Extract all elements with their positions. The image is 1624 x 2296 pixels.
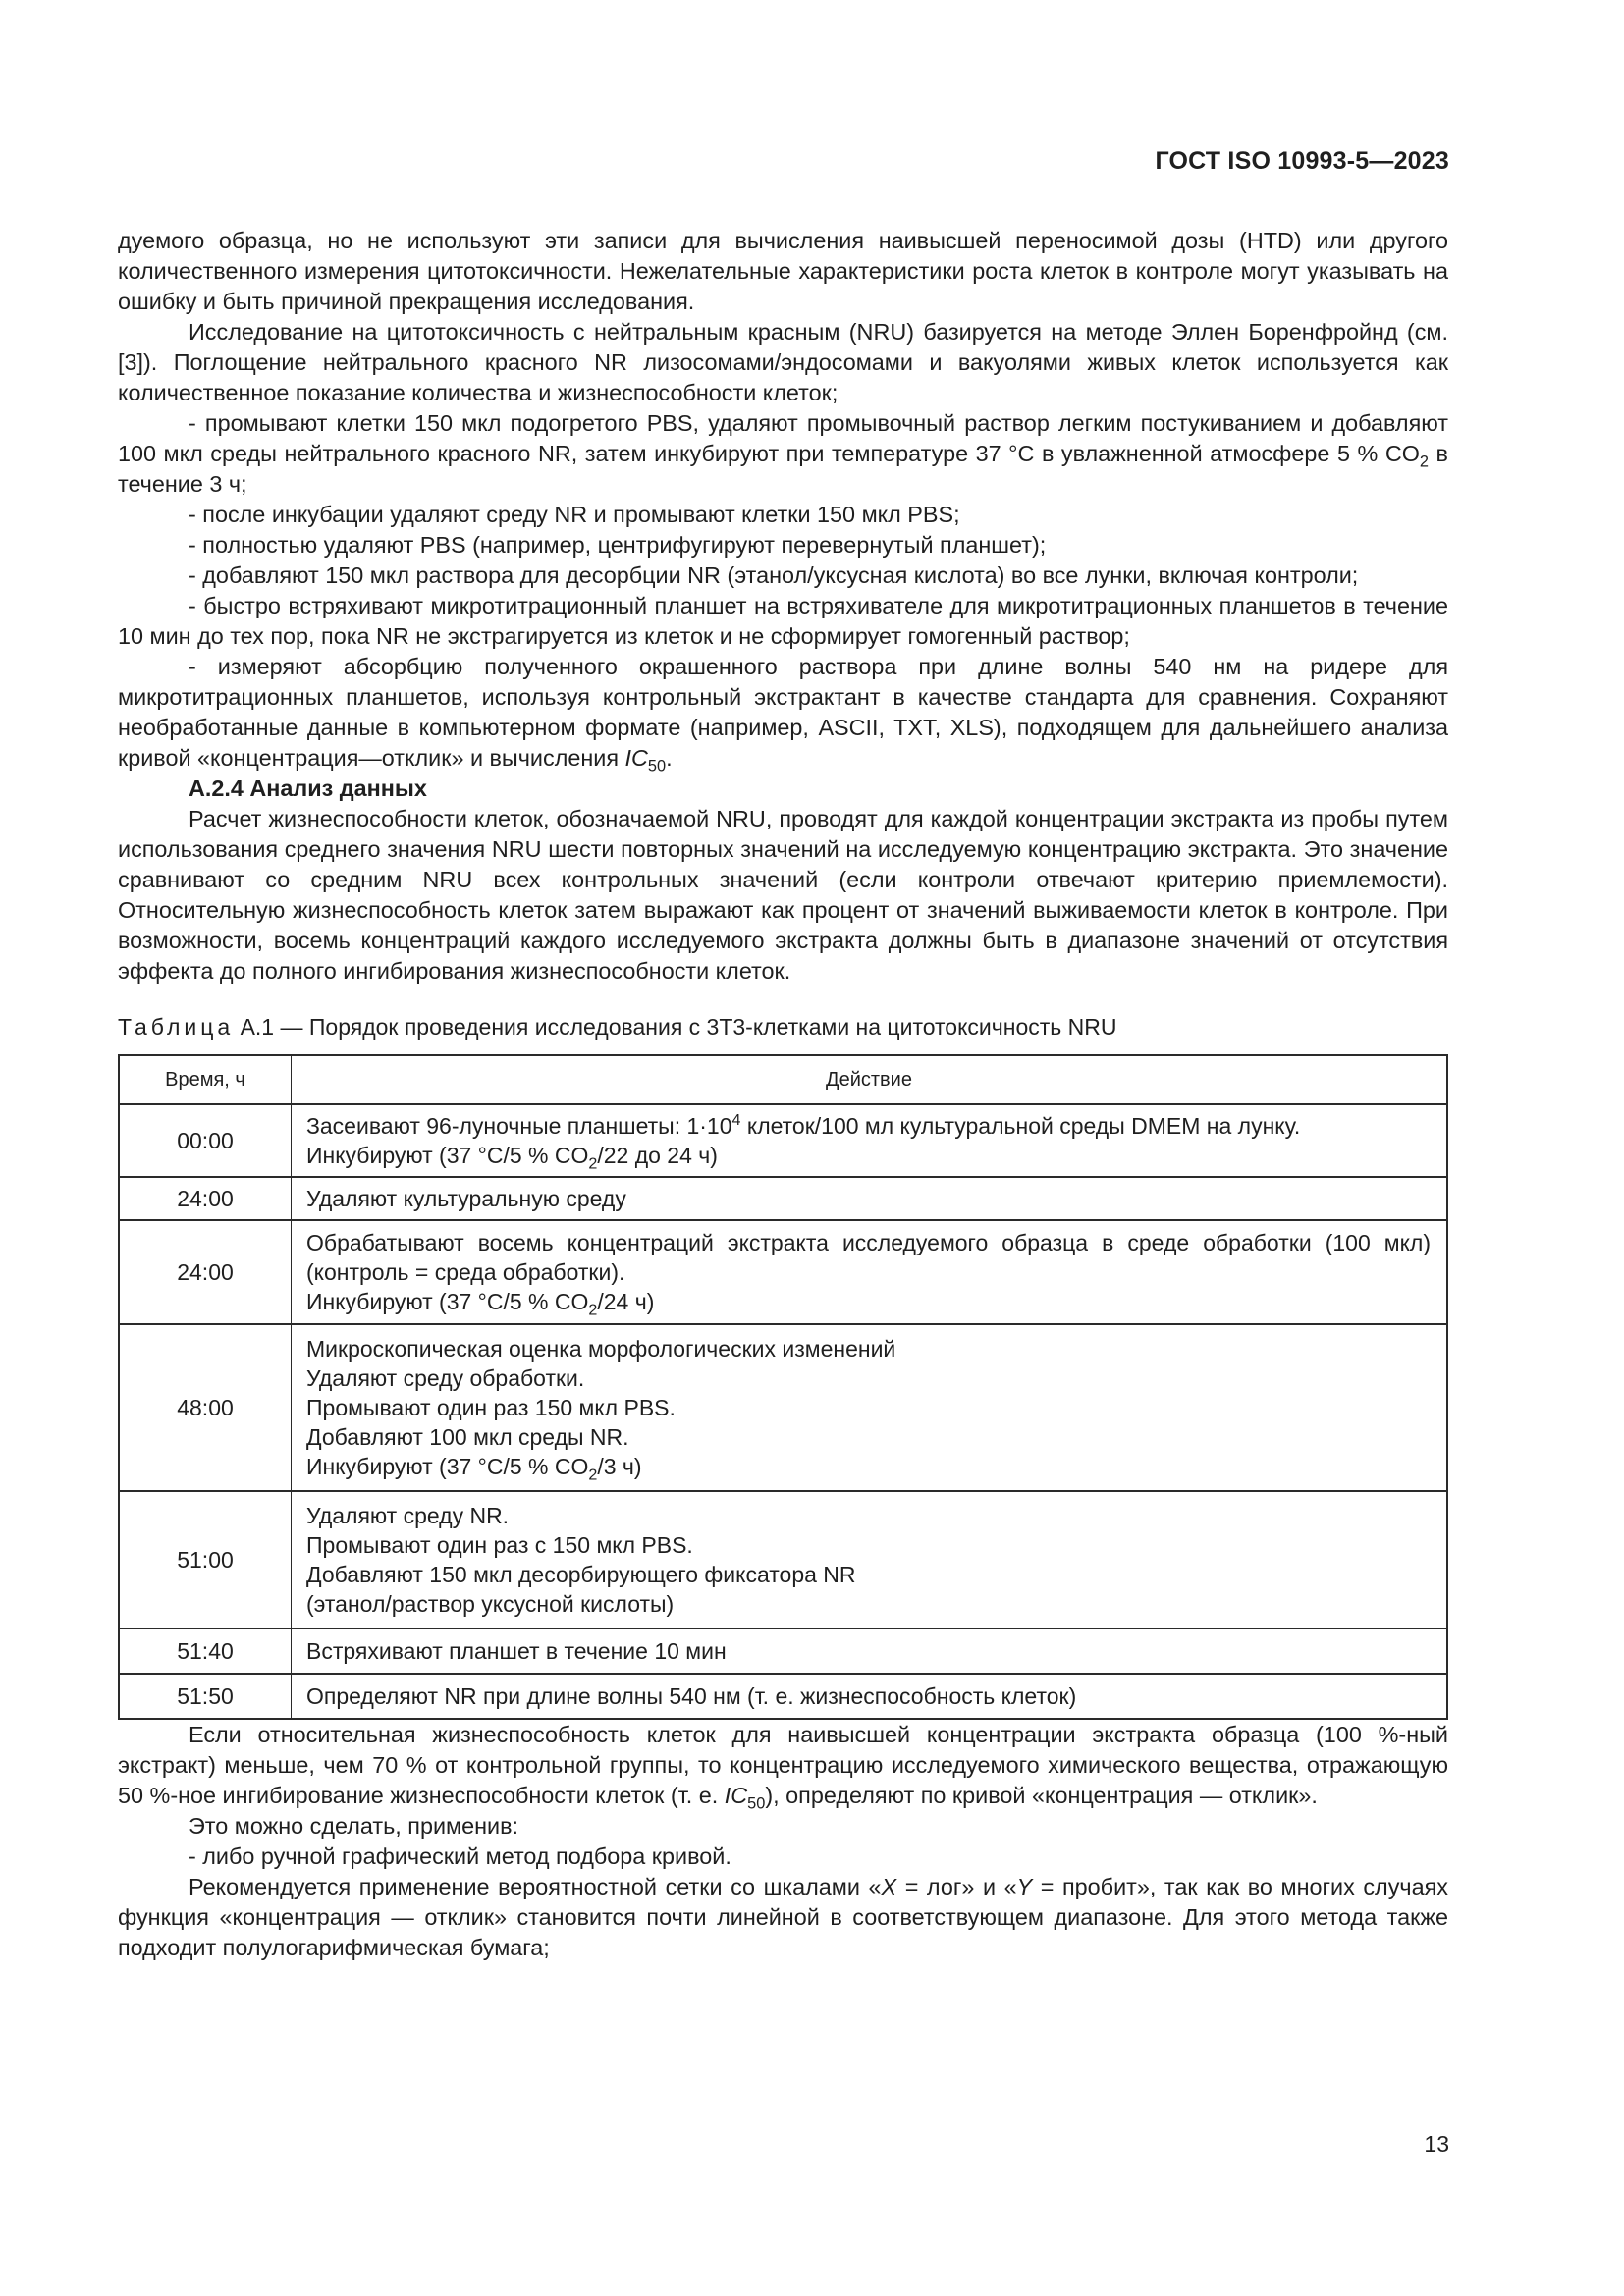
time-cell: 24:00 (119, 1220, 292, 1324)
list-item: - после инкубации удаляют среду NR и промывают клетки 150 мкл PBS; (189, 502, 960, 527)
table-row (119, 1177, 1447, 1220)
action-cell: Удаляют среду NR. Промывают один раз с 150 мкл PBS. Добавляют 150 мкл десорбирующего фиксатора NR (этанол/раствор уксусной кислоты) (292, 1491, 1448, 1629)
time-cell: 51:00 (119, 1491, 292, 1629)
time-cell: 51:50 (119, 1674, 292, 1719)
paragraph: Это можно сделать, применив: (189, 1813, 519, 1839)
action-cell: Засеивают 96-луночные планшеты: $1\cdot 10^4$ клеток/100 мл культуральной среды DMEM на лунку. Инкубируют (37 °С/5 % $CO_2/22$ до 24 ч) (292, 1104, 1448, 1177)
paragraph: Исследование на цитотоксичность с нейтральным красным (NRU) базируется на методе Эллен Боренфройнд (см. [3]). Поглощение нейтрального красного NR лизосомами/эндосомами и вакуолями живых клеток используется как количественное показание количества и жизнеспособности клеток; (118, 319, 1448, 405)
list-item: - полностью удаляют PBS (например, центрифугируют перевернутый планшет); (189, 532, 1047, 558)
action-cell: Микроскопическая оценка морфологических изменений Удаляют среду обработки. Промывают один раз 150 мкл PBS. Добавляют 100 мкл среды NR. Инкубируют (37 °С/5 % $CO_2/3$ ч) (292, 1324, 1448, 1491)
list-item: - измеряют абсорбцию полученного окрашенного раствора при длине волны 540 нм на ридере для микротитрационных планшетов, используя контрольный экстрактант в качестве стандарта для сравнения. Сохраняют необработанные данные в компьютерном формате (например, ASCII, TXT, XLS), подходящем для дальнейшего анализа кривой «концентрация—отклик» и вычисления $IC_{50}$. (118, 654, 1448, 775)
paragraph: Расчет жизнеспособности клеток, обозначаемой NRU, проводят для каждой концентрации экстракта из пробы путем использования среднего значения NRU шести повторных значений на исследуемую концентрацию экстракта. Это значение сравнивают со средним NRU всех контрольных значений (если контроли отвечают критерию приемлемости). Относительную жизнеспособность клеток затем выражают как процент от значений выживаемости клеток в контроле. При возможности, восемь концентраций каждого исследуемого экстракта должны быть в диапазоне значений от отсутствия эффекта до полного ингибирования жизнеспособности клеток. (118, 806, 1448, 984)
table-row (119, 1491, 1447, 1629)
time-cell: 24:00 (119, 1177, 292, 1220)
page-content (118, 226, 1448, 1963)
column-header-action: Действие (292, 1055, 1448, 1104)
time-cell: 00:00 (119, 1104, 292, 1177)
action-cell: Удаляют культуральную среду (292, 1177, 1448, 1220)
action-cell: Встряхивают планшет в течение 10 мин (292, 1629, 1448, 1674)
table-row (119, 1629, 1447, 1674)
action-cell: Определяют NR при длине волны 540 нм (т. е. жизнеспособность клеток) (292, 1674, 1448, 1719)
table-row (119, 1104, 1447, 1177)
paragraph: дуемого образца, но не используют эти записи для вычисления наивысшей переносимой дозы (HTD) или другого количественного измерения цитотоксичности. Нежелательные характеристики роста клеток в контроле могут указывать на ошибку и быть причиной прекращения исследования. (118, 228, 1448, 314)
paragraph: Если относительная жизнеспособность клеток для наивысшей концентрации экстракта образца (100 %-ный экстракт) меньше, чем 70 % от контрольной группы, то концентрацию исследуемого химического вещества, отражающую 50 %-ное ингибирование жизнеспособности клеток (т. е. $IC_{50}$), определяют по кривой «концентрация — отклик». (118, 1722, 1448, 1813)
time-cell: 51:40 (119, 1629, 292, 1674)
time-cell: 48:00 (119, 1324, 292, 1491)
list-item: - либо ручной графический метод подбора кривой. (189, 1843, 731, 1869)
list-item: - быстро встряхивают микротитрационный планшет на встряхивателе для микротитрационных планшетов в течение 10 мин до тех пор, пока NR не экстрагируется из клеток и не сформирует гомогенный раствор; (118, 593, 1448, 649)
procedure-table (118, 1054, 1448, 1720)
table-caption: Таблица А.1 — Порядок проведения исследования с 3Т3-клетками на цитотоксичность NRU (118, 1014, 1117, 1040)
table-row (119, 1220, 1447, 1324)
table-row (119, 1324, 1447, 1491)
list-item: - добавляют 150 мкл раствора для десорбции NR (этанол/уксусная кислота) во все лунки, включая контроли; (189, 562, 1359, 588)
table-row (119, 1674, 1447, 1719)
action-cell: Обрабатывают восемь концентраций экстракта исследуемого образца в среде обработки (100 мкл) (контроль = среда обработки). Инкубируют (37 °С/5 % $CO_2/24$ ч) (292, 1220, 1448, 1324)
column-header-time: Время, ч (119, 1055, 292, 1104)
paragraph: Рекомендуется применение вероятностной сетки со шкалами «X = лог» и «Y = пробит», так как во многих случаях функция «концентрация — отклик» становится почти линейной в соответствующем диапазоне. Для этого метода также подходит полулогарифмическая бумага; (118, 1874, 1448, 1960)
page-number: 13 (1424, 2131, 1449, 2157)
section-heading: А.2.4 Анализ данных (189, 775, 427, 801)
document-code: ГОСТ ISO 10993-5—2023 (1155, 147, 1449, 175)
list-item: - промывают клетки 150 мкл подогретого PBS, удаляют промывочный раствор легким постукиванием и добавляют 100 мкл среды нейтрального красного NR, затем инкубируют при температуре 37 °С в увлажненной атмосфере 5 % $CO_2$ в течение 3 ч; (118, 410, 1448, 497)
table-header-row (119, 1055, 1447, 1104)
